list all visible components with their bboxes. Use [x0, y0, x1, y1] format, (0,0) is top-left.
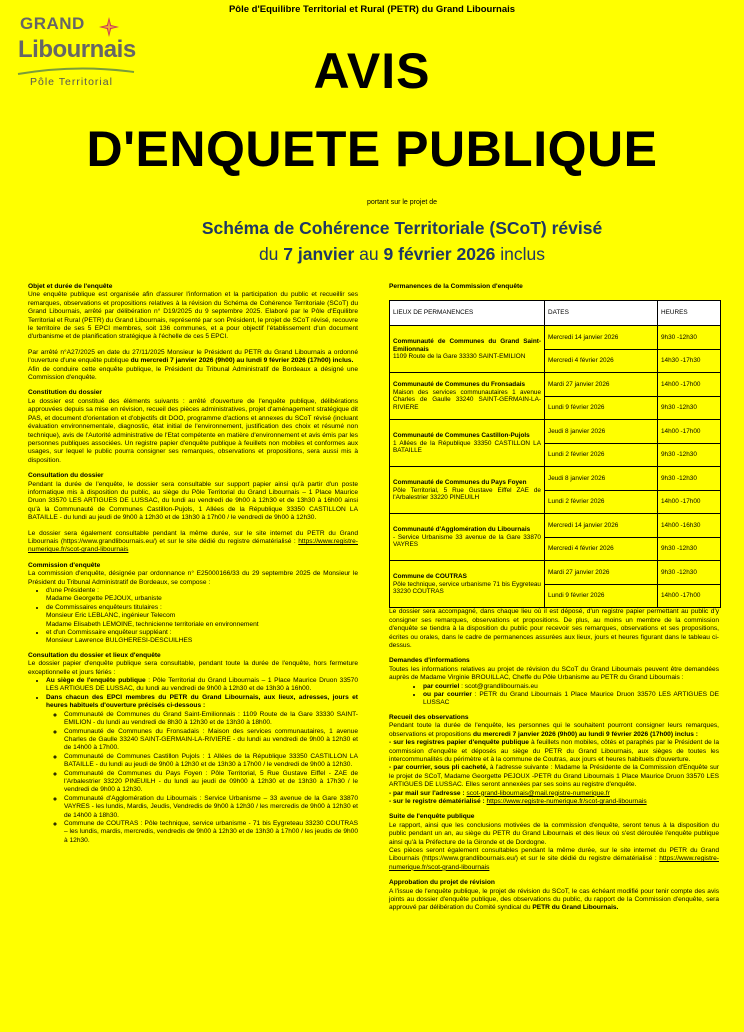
list-item: • d'une Présidente : Madame Georgette PEJOUX, urbaniste: [46, 587, 358, 604]
table-row: [390, 420, 721, 444]
list-item: ◦ Communauté de Communes du Pays Foyen : Pôle Territorial, 5 Rue Gustave Eiffel - ZAE de l'Arbalestrier 33220 PINEUILH - du lundi au jeudi de 09h00 à 12h30 et de 13h30 à 17h30 / le vendredi de 9h00 à 12h30.: [64, 770, 358, 795]
title-line2: D'ENQUETE PUBLIQUE: [86, 121, 658, 177]
paragraph: Le dossier sera également consultable pendant la même durée, sur le site internet du PETR du Grand Libournais (https://www.grandlibournais.eu/) et sur le site dédié du registre dématérialisé : https://www.registre-numerique.fr/scot-grand-libournais: [28, 529, 358, 554]
paragraph: - sur le registre dématérialisé : https://www.registre-numerique.fr/scot-grand-libournais: [389, 797, 647, 805]
paragraph: Par arrêté n°A27/2025 en date du 27/11/2025 Monsieur le Président du PETR du Grand Libournais a ordonné l'ouverture d'une enquête publique du mercredi 7 janvier 2026 (9h00) au lundi 9 février 2026 (17h00) inclus. Afin de conduire cette enquête publique, le Président du Tribunal Administratif de Bordeaux a désigné une Commission d'enquête.: [28, 348, 358, 382]
table-cell-hours: 14h00 -17h00: [658, 584, 721, 608]
right-column: [389, 283, 719, 920]
section-title: Objet et durée de l'enquête: [28, 283, 113, 290]
paragraph: - par mail sur l'adresse : scot-grand-libournais@mail.registre-numerique.fr: [389, 789, 610, 797]
table-cell-place: Communauté de Communes du Fronsadais Maison des services communautaires 1 avenue Charles de Gaulle 33240 SAINT-GERMAIN-LA-RIVIERE: [390, 373, 545, 420]
paragraph: Le dossier papier d'enquête publique sera consultable, pendant toute la durée de l'enquête, hors fermeture exceptionnelle et jours fériés :: [28, 660, 358, 676]
logo-line1: GRAND: [20, 14, 85, 33]
table-cell-date: Jeudi 8 janvier 2026: [545, 420, 658, 444]
subtitle: portant sur le projet de: [366, 199, 438, 206]
project-name: Schéma de Cohérence Territoriale (SCoT) révisé: [201, 218, 603, 238]
list-item: ◦ Communauté d'Agglomération du Libournais : Service Urbanisme – 33 avenue de la Gare 33870 VAYRES - les lundis, Mardis, Jeudis, Vendredis de 9h00 à 12h30 / les mercredis de 9h00 à 12h30 et de 14h00 à 18h30.: [64, 795, 358, 820]
title-line1: AVIS: [313, 43, 431, 99]
list-item: ◦ Communauté de Communes du Fronsadais : Maison des services communautaires, 1 avenue Charles de Gaulle 33240 SAINT-GERMAIN-LA-RIVIERE - du lundi au vendredi de 9h00 à 12h30 et de 14h00 à 17h00.: [64, 728, 358, 753]
table-cell-hours: 9h30 -12h30: [658, 443, 721, 467]
enquiry-dates: du 7 janvier au 9 février 2026 inclus: [258, 244, 546, 264]
table-row: [390, 467, 721, 491]
table-header: LIEUX DE PERMANENCES: [390, 301, 545, 326]
registry-link[interactable]: https://www.registre-numerique.fr/scot-grand-libournais: [389, 855, 719, 871]
list-item: ◦ Commune de COUTRAS : Pôle technique, service urbanisme - 71 bis Eygreteau 33230 COUTRAS – les lundis, mardis, mercredis, vendredis de 9h00 à 12h30 et de 13h30 à 17h00 / les jeudis de 9h00 à 12h30.: [64, 820, 358, 845]
table-cell-date: Mercredi 4 février 2026: [545, 537, 658, 561]
section-title: Approbation du projet de révision: [389, 879, 495, 887]
table-cell-hours: 14h00 -17h00: [658, 373, 721, 397]
table-cell-date: Lundi 9 février 2026: [545, 396, 658, 420]
paragraph: Ces pièces seront également consultables pendant la même durée, sur le site internet du PETR du Grand Libournais (https://www.grandlibournais.eu/) et sur le site dédié du registre dématérialisé : https://www.registre-numerique.fr/scot-grand-libournais: [389, 846, 719, 871]
section-title: Consultation du dossier: [28, 472, 104, 480]
table-cell-place: Communauté de Communes du Grand Saint-Emilionnais 1109 Route de la Gare 33330 SAINT-EMILION: [390, 326, 545, 373]
list-item: ◦ Communauté de Communes Castillon Pujols : 1 Allées de la République 33350 CASTILLON LA BATAILLE - du lundi au jeudi de 9h00 à 12h30 et de 13h30 à 17h00 / le vendredi de 9h00 à 12h30.: [64, 753, 358, 770]
left-column: [28, 283, 358, 851]
table-cell-place: Communauté de Communes du Pays Foyen Pôle Territorial, 5 Rue Gustave Eiffel ZAE de l'Arbalestrier 33220 PINEUILH: [390, 467, 545, 514]
paragraph: Pendant toute la durée de l'enquête, les personnes qui le souhaitent pourront consigner leurs remarques, observations et propositions du mercredi 7 janvier 2026 (9h00) au lundi 9 février 2026 (17h00) inclus :: [389, 722, 719, 738]
table-row: [390, 373, 721, 397]
list-item: ◦ Communauté de Communes du Grand Saint-Emilionnais : 1109 Route de la Gare 33330 SAINT-EMILION - du lundi au vendredi de 8h30 à 12h30 et de 13h30 à 18h00.: [64, 711, 358, 728]
paragraph: Une enquête publique est organisée afin d'assurer l'information et la participation du public et recueillir ses remarques, observations et propositions relatives à la révision du Schéma de Cohérence Territoriale (SCoT) du Grand Libournais, arrêté par délibération n° D19/2025 du 9 septembre 2025. Elaboré par le Pôle d'Equilibre Territorial et Rural (PETR) du Grand Libournais, représenté par son Président, le projet de SCoT révisé, recouvre le territoire de ses 5 EPCI membres, soit 136 communes, et a pour objectif l'établissement d'un document d'urbanisme et de planification stratégique à l'échelle de ces 5 EPCI.: [28, 291, 358, 341]
table-cell-date: Mercredi 4 février 2026: [545, 349, 658, 373]
table-cell-hours: 14h00 -17h00: [658, 420, 721, 444]
header-title: Pôle d'Equilibre Territorial et Rural (PETR) du Grand Libournais: [228, 4, 516, 15]
table-header: HEURES: [658, 301, 721, 326]
table-cell-date: Mardi 27 janvier 2026: [545, 373, 658, 397]
logo-line3: Pôle Territorial: [30, 76, 113, 88]
paragraph: Le dossier est constitué des éléments suivants : arrêté d'ouverture de l'enquête publique, délibérations approuvées depuis sa mise en révision, recueil des pièces administratives, projet d'aménagement stratégique dit PAS, et document d'orientation et d'objectifs dit DOO, programme d'actions et annexes du SCoT révisé (incluant évaluation environnementale, diagnostic, état initial de l'environnement, justification des choix et résumé non technique), avis de l'Autorité administrative de l'Etat compétente en matière d'environnement et avis émis par les personnes publiques associées. Un registre papier d'enquête publique à feuillets non mobiles et conformes aux usages, sur lequel le public pourra consigner ses remarques, observations et propositions, sera aussi mis à disposition.: [28, 397, 358, 464]
table-cell-hours: 14h30 -17h30: [658, 349, 721, 373]
section-title: Consultation du dossier et lieux d'enquête: [28, 651, 161, 659]
logo-star-icon: [98, 16, 120, 38]
table-row: [390, 514, 721, 538]
table-row: [390, 326, 721, 350]
list-item: • ou par courrier : PETR du Grand Libournais 1 Place Maurice Druon 33570 LES ARTIGUES DE LUSSAC: [423, 691, 719, 708]
section-title: Recueil des observations: [389, 713, 469, 721]
table-header: DATES: [545, 301, 658, 326]
table-cell-date: Mardi 27 janvier 2026: [545, 561, 658, 585]
paragraph: - par courrier, sous pli cacheté, à l'adresse suivante : Madame la Présidente de la Commission d'Enquête sur le projet de SCoT, Madame Georgette PEJOUX -PETR du Grand Libournais 1 Place Maurice Druon 33570 LES ARTIGUES DE LUSSAC. Elles seront annexées par ses soins au registre d'enquête.: [389, 764, 719, 789]
section-title: Suite de l'enquête publique: [389, 813, 475, 821]
table-cell-date: Lundi 9 février 2026: [545, 584, 658, 608]
paragraph: La commission d'enquête, désignée par ordonnance n° E25000166/33 du 29 septembre 2025 de Monsieur le Président du Tribunal Administratif de Bordeaux, se compose :: [28, 570, 358, 586]
paragraph: A l'issue de l'enquête publique, le projet de révision du SCoT, le cas échéant modifié pour tenir compte des avis joints au dossier d'enquête publique, des observations du public, du rapport de la Commission d'enquête, sera approuvé par délibération du Comité syndical du PETR du Grand Libournais.: [389, 887, 719, 912]
table-cell-place: Communauté de Communes Castillon-Pujols 1 Allées de la République 33350 CASTILLON LA BATAILLE: [390, 420, 545, 467]
list-item: • Au siège de l'enquête publique : Pôle Territorial du Grand Libournais – 1 Place Maurice Druon 33570 LES ARTIGUES DE LUSSAC, du lundi au vendredi de 9h00 à 12h30 et de 13h30 à 16h00.: [46, 677, 358, 694]
list-item: • par courriel : scot@grandlibournais.eu: [423, 683, 719, 691]
table-cell-place: Commune de COUTRAS Pôle technique, service urbanisme 71 bis Eygreteau 33230 COUTRAS: [390, 561, 545, 608]
email-link[interactable]: scot-grand-libournais@mail.registre-numerique.fr: [466, 789, 610, 797]
table-cell-hours: 9h30 -12h30: [658, 537, 721, 561]
list-item: • Dans chacun des EPCI membres du PETR du Grand Libournais, aux lieux, adresses, jours et heures habituels d'ouverture précisés ci-dessous : ◦ Communauté de Communes du Grand Saint-Emilionnais : 1109 Route de la Gare 33330 SAINT-EMILION - du lundi au vendredi de 8h30 à 12h30 et de 13h30 à 18h00. ◦ Communauté de Communes du Fronsadais : Maison des services communautaires, 1 avenue Charles de Gaulle 33240 SAINT-GERMAIN-LA-RIVIERE - du lundi au vendredi de 9h00 à 12h30 et de 14h00 à 17h00. ◦ Communauté de Communes Castillon Pujols : 1 Allées de la République 33350 CASTILLON LA BATAILLE - du lundi au jeudi de 9h00 à 12h30 et de 13h30 à 17h00 / le vendredi de 9h00 à 12h30. ◦ Communauté de Communes du Pays Foyen : Pôle Territorial, 5 Rue Gustave Eiffel - ZAE de l'Arbalestrier 33220 PINEUILH - du lundi au jeudi de 09h00 à 12h30 et de 13h30 à 17h30 / le vendredi de 9h00 à 12h30. ◦ Communauté d'Agglomération du Libournais : Service Urbanisme – 33 avenue de la Gare 33870 VAYRES - les lundis, Mardis, Jeudis, Vendredis de 9h00 à 12h30 / les mercredis de 9h00 à 12h30 et de 14h00 à 18h30. ◦ Commune de COUTRAS : Pôle technique, service urbanisme - 71 bis Eygreteau 33230 COUTRAS – les lundis, mardis, mercredis, vendredis de 9h00 à 12h30 et de 13h30 à 17h00 / les jeudis de 9h00 à 12h30.: [46, 694, 358, 845]
table-row: [390, 561, 721, 585]
paragraph: Le rapport, ainsi que les conclusions motivées de la commission d'enquête, seront tenus à la disposition du public pendant un an, au siège du PETR du Grand Libournais et des lieux où s'est déroulée l'enquête publique ainsi qu'à la Préfecture de la Gironde et de Dordogne.: [389, 821, 719, 846]
table-cell-hours: 9h30 -12h30: [658, 326, 721, 350]
table-cell-date: Mercredi 14 janvier 2026: [545, 514, 658, 538]
logo-line2: Libournais: [18, 36, 136, 63]
table-cell-hours: 9h30 -12h30: [658, 396, 721, 420]
section-title: Commission d'enquête: [28, 561, 101, 569]
table-cell-date: Lundi 2 février 2026: [545, 490, 658, 514]
table-cell-hours: 14h00 -16h30: [658, 514, 721, 538]
table-cell-hours: 9h30 -12h30: [658, 467, 721, 491]
table-cell-date: Lundi 2 février 2026: [545, 443, 658, 467]
registry-link[interactable]: https://www.registre-numerique.fr/scot-grand-libournais: [486, 797, 647, 805]
section-title: Constitution du dossier: [28, 389, 102, 397]
table-cell-hours: 14h00 -17h00: [658, 490, 721, 514]
table-cell-date: Jeudi 8 janvier 2026: [545, 467, 658, 491]
table-cell-place: Communauté d'Agglomération du Libournais - Service Urbanisme 33 avenue de la Gare 33870 VAYRES: [390, 514, 545, 561]
section-title: Demandes d'informations: [389, 657, 470, 665]
registry-link[interactable]: https://www.registre-numerique.fr/scot-grand-libournais: [28, 537, 358, 554]
paragraph: Le dossier sera accompagné, dans chaque lieu où il est déposé, d'un registre papier permettant au public d'y consigner ses remarques, observations et propositions. De plus, au moins un membre de la commission d'enquête se tiendra à la disposition du public pour recevoir ses remarques, observations et ses propositions, écrites ou orales, dans le cadre de permanences assurées aux lieux, jours et heures figurant dans le tableau ci-dessus.: [389, 608, 719, 650]
table-cell-date: Mercredi 14 janvier 2026: [545, 326, 658, 350]
paragraph: Pendant la durée de l'enquête, le dossier sera consultable sur support papier ainsi qu'à partir d'un poste informatique mis à disposition du public, au siège du Pôle Territorial du Grand Libournais – 1 Place Maurice Druon 33570 LES ARTIGUES DE LUSSAC, du lundi au vendredi de 9h00 à 12h30 et de 13h30 à 16h00 ainsi qu'à la Communauté de Communes Castillon-Pujols, 1 Allées de la République 33350 CASTILLON LA BATAILLE - du lundi au jeudi de 9h00 à 12h30 et de 13h30 à 17h00 / le vendredi de 9h00 à 12h30.: [28, 480, 358, 522]
section-title: Permanences de la Commission d'enquête: [389, 283, 523, 290]
list-item: • de Commissaires enquêteurs titulaires : Monsieur Eric LEBLANC, ingénieur Telecom Madame Elisabeth LEMOINE, technicienne territoriale en environnement: [46, 604, 358, 629]
permanences-table: [389, 300, 721, 608]
paragraph: - sur les registres papier d'enquête publique à feuillets non mobiles, côtés et paraphés par le Président de la commission d'enquête et déposés au siège du PETR du Grand Libournais, aux sièges de toutes les intercommunalités du périmètre et à la commune de Coutras, aux jours et heures habituels d'ouverture.: [389, 739, 719, 763]
table-cell-hours: 9h30 -12h30: [658, 561, 721, 585]
list-item: • et d'un Commissaire enquêteur suppléant : Monsieur Lawrence BULGHERESI-DESCUILHES: [46, 629, 358, 646]
paragraph: Toutes les informations relatives au projet de révision du SCoT du Grand Libournais peuvent être demandées auprès de Madame Virginie BROUILLAC, Cheffe du Pôle Urbanisme au PETR du Grand Libournais :: [389, 665, 719, 682]
